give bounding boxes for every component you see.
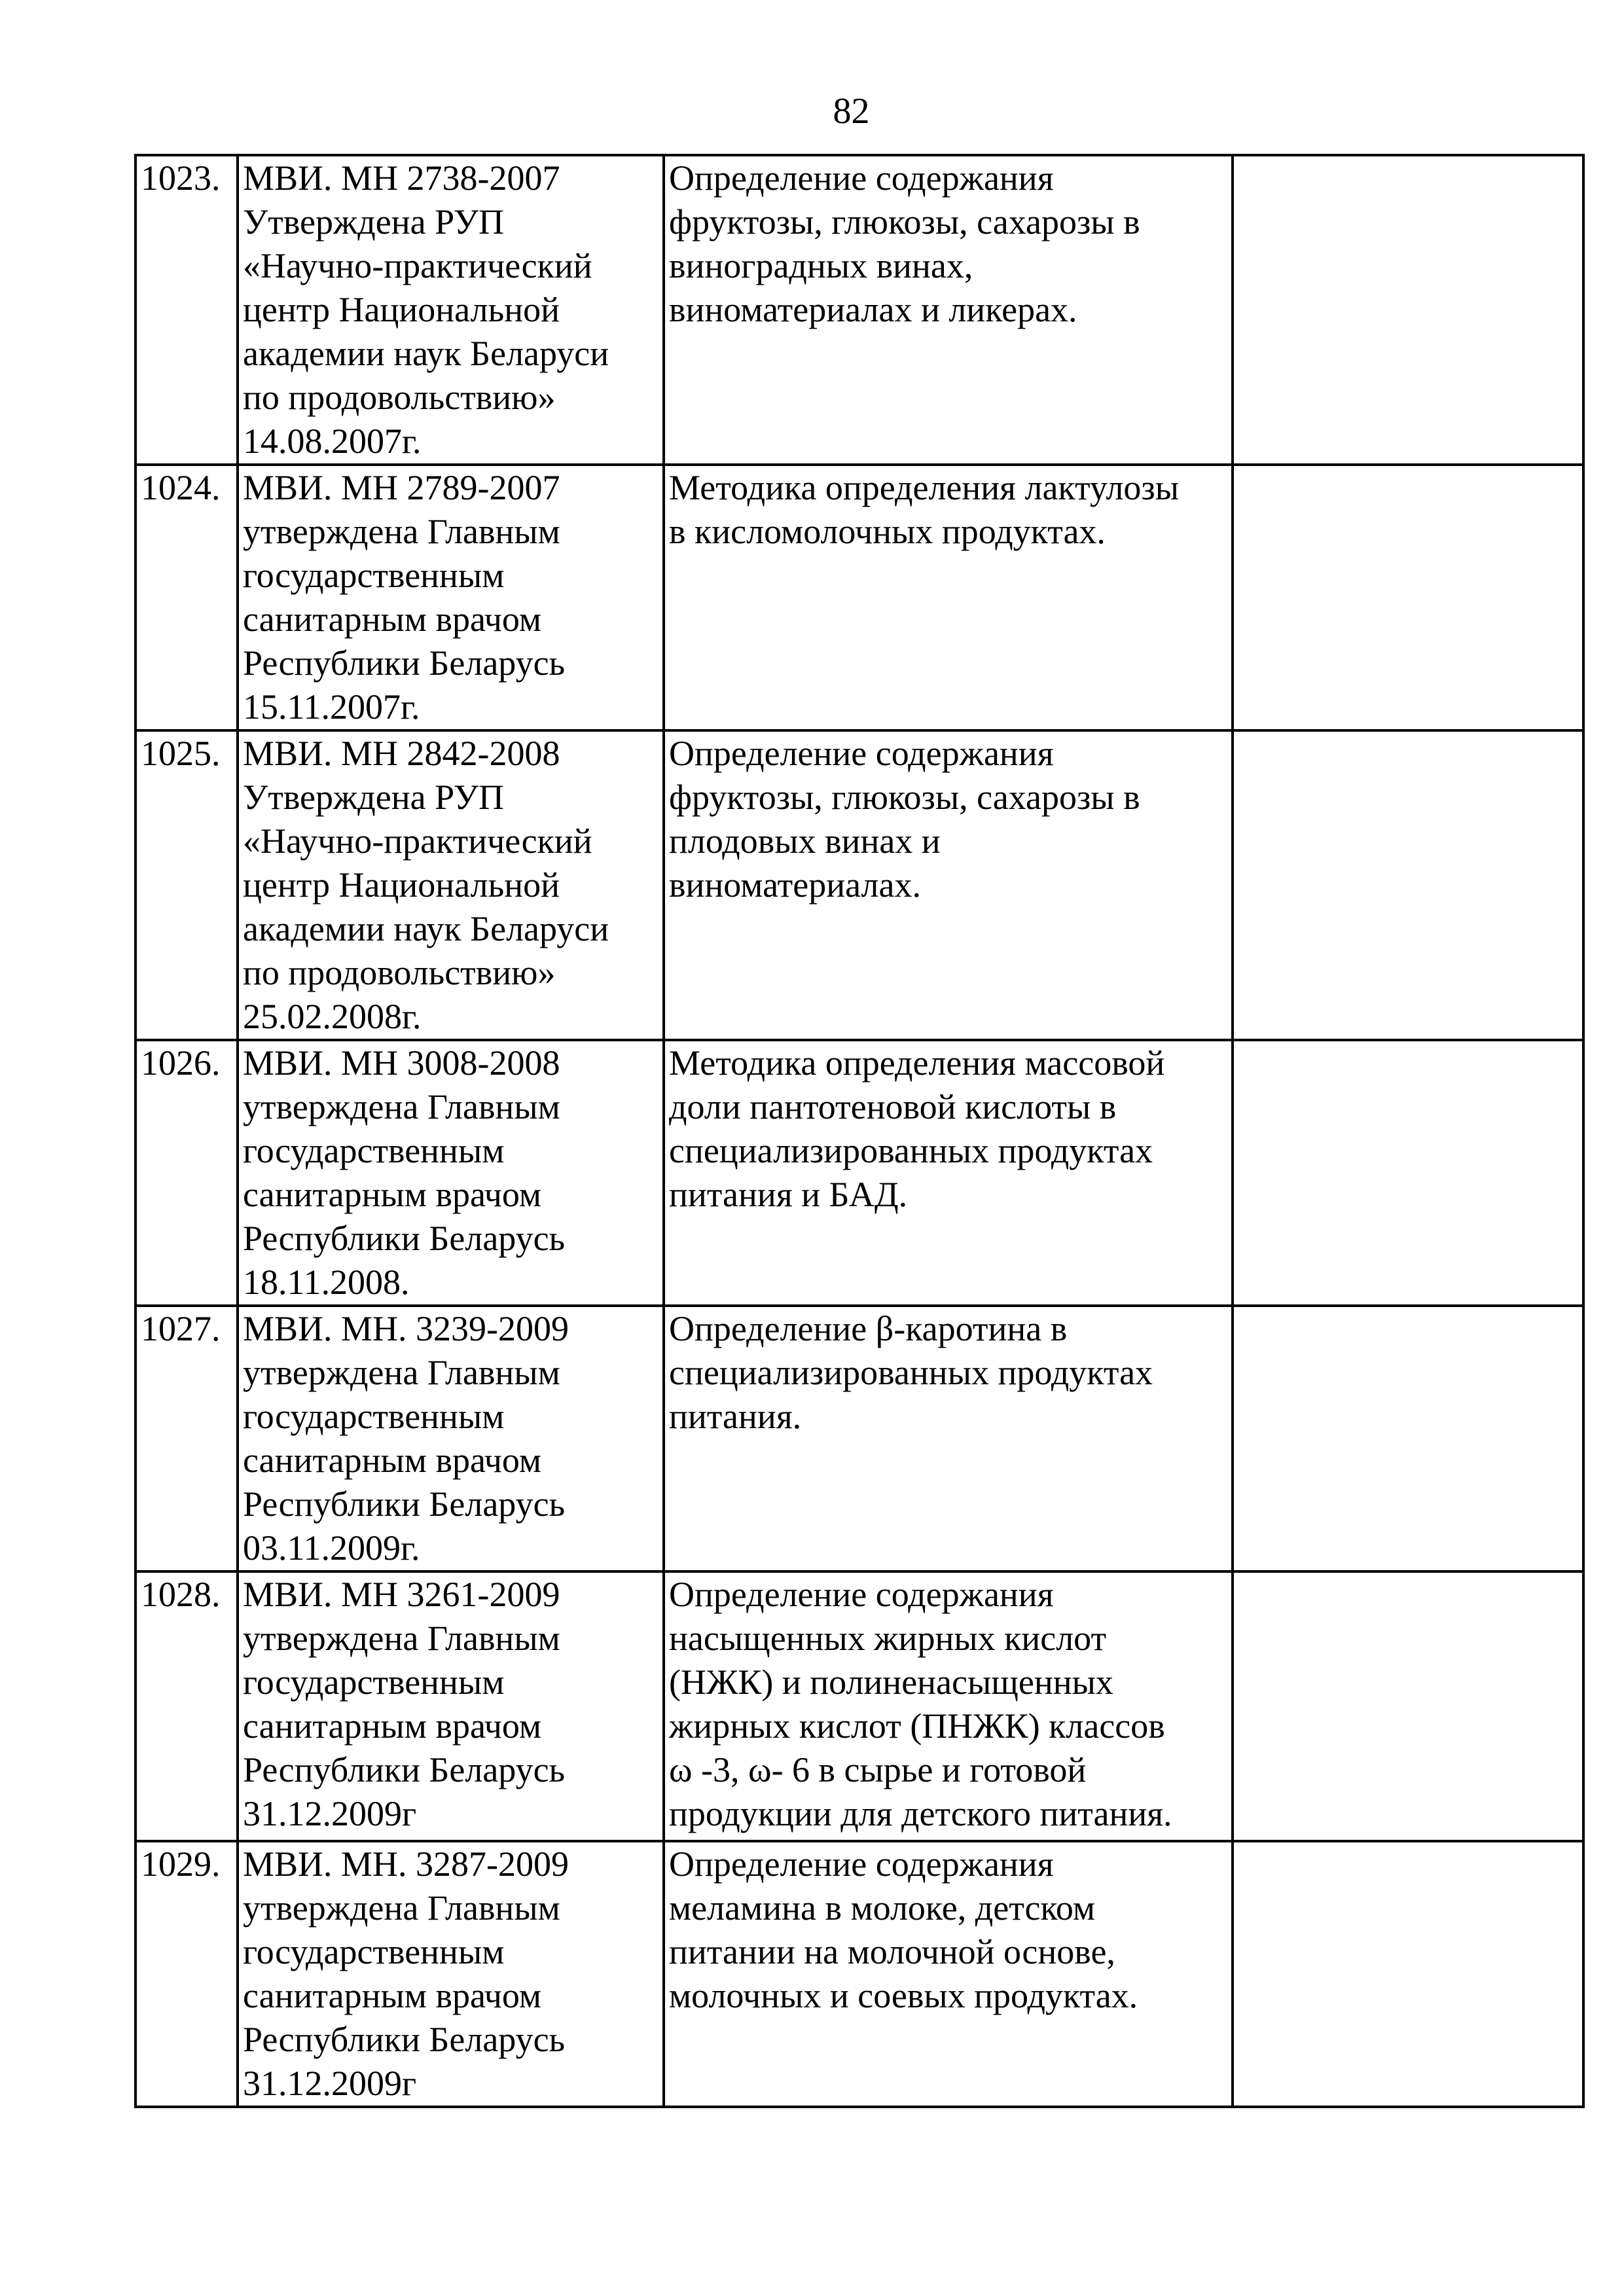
row-number: 1026. [135, 1040, 238, 1306]
empty-cell [1233, 1040, 1583, 1306]
empty-cell [1233, 1306, 1583, 1571]
table-row [135, 730, 1583, 1040]
method-description: Определение содержания насыщенных жирных кислот (НЖК) и полиненасыщенных жирных кислот (ПНЖК) классов ω -3, ω- 6 в сырье и готовой продукции для детского питания. [664, 1571, 1233, 1841]
empty-cell [1233, 1841, 1583, 2107]
row-number: 1025. [135, 730, 238, 1040]
row-number: 1027. [135, 1306, 238, 1571]
document-reference: МВИ. МН. 3239-2009 утверждена Главным государственным санитарным врачом Республики Беларусь 03.11.2009г. [238, 1306, 664, 1571]
table-row [135, 1571, 1583, 1841]
document-reference: МВИ. МН 2738-2007 Утверждена РУП «Научно-практический центр Национальной академии наук Беларуси по продовольствию» 14.08.2007г. [238, 155, 664, 465]
table-row [135, 1040, 1583, 1306]
document-reference: МВИ. МН 2842-2008 Утверждена РУП «Научно-практический центр Национальной академии наук Беларуси по продовольствию» 25.02.2008г. [238, 730, 664, 1040]
empty-cell [1233, 1571, 1583, 1841]
method-description: Определение содержания фруктозы, глюкозы, сахарозы в виноградных винах, виноматериалах и ликерах. [664, 155, 1233, 465]
empty-cell [1233, 155, 1583, 465]
document-reference: МВИ. МН. 3287-2009 утверждена Главным государственным санитарным врачом Республики Беларусь 31.12.2009г [238, 1841, 664, 2107]
empty-cell [1233, 730, 1583, 1040]
table-row [135, 155, 1583, 465]
document-reference: МВИ. МН 3008-2008 утверждена Главным государственным санитарным врачом Республики Беларусь 18.11.2008. [238, 1040, 664, 1306]
method-description: Определение β-каротина в специализированных продуктах питания. [664, 1306, 1233, 1571]
method-description: Определение содержания фруктозы, глюкозы, сахарозы в плодовых винах и виноматериалах. [664, 730, 1233, 1040]
method-description: Методика определения лактулозы в кисломолочных продуктах. [664, 465, 1233, 730]
method-description: Определение содержания меламина в молоке, детском питании на молочной основе, молочных и соевых продуктах. [664, 1841, 1233, 2107]
empty-cell [1233, 465, 1583, 730]
row-number: 1028. [135, 1571, 238, 1841]
method-description: Методика определения массовой доли пантотеновой кислоты в специализированных продуктах питания и БАД. [664, 1040, 1233, 1306]
row-number: 1024. [135, 465, 238, 730]
row-number: 1029. [135, 1841, 238, 2107]
table-row [135, 1841, 1583, 2107]
document-reference: МВИ. МН 2789-2007 утверждена Главным государственным санитарным врачом Республики Беларусь 15.11.2007г. [238, 465, 664, 730]
document-reference: МВИ. МН 3261-2009 утверждена Главным государственным санитарным врачом Республики Беларусь 31.12.2009г [238, 1571, 664, 1841]
table-row [135, 1306, 1583, 1571]
methods-table [134, 154, 1585, 2108]
page-number: 82 [833, 91, 870, 132]
row-number: 1023. [135, 155, 238, 465]
table-row [135, 465, 1583, 730]
